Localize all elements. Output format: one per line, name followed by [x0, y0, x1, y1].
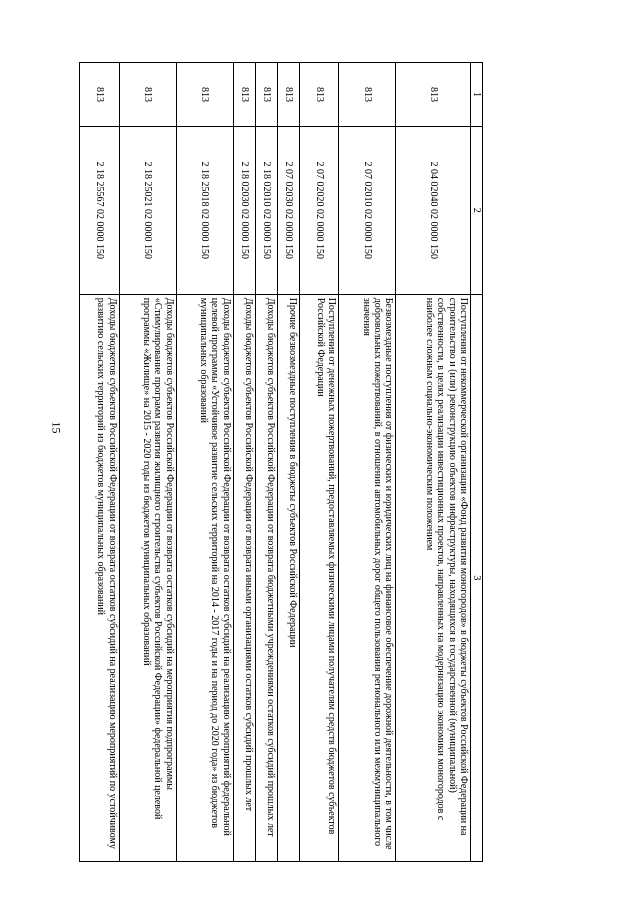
revenue-name-cell: Поступления от денежных пожертвований, предоставляемых физическими лицами получателям средств бюджетов субъектов Российской Федерации: [299, 294, 339, 861]
revenue-code-cell: 2 18 25021 02 0000 150: [119, 126, 176, 294]
admin-code-cell: 813: [233, 63, 255, 127]
table-row: [176, 63, 233, 862]
table-row: [339, 63, 396, 862]
table-container: [79, 62, 483, 862]
revenue-code-cell: 2 18 25018 02 0000 150: [176, 126, 233, 294]
revenue-codes-table: [79, 62, 483, 862]
admin-code-cell: 813: [339, 63, 396, 127]
admin-code-cell: 813: [255, 63, 277, 127]
page-number: 15: [49, 421, 64, 434]
revenue-name-cell: Доходы бюджетов субъектов Российской Федерации от возврата бюджетными учреждениями остатков субсидий прошлых лет: [255, 294, 277, 861]
revenue-name-cell: Доходы бюджетов субъектов Российской Федерации от возврата остатков субсидий на реализацию мероприятий федеральной целевой программы «Устойчивое развитие сельских территорий на 2014 - 2017 годы и на период до 2020 года» из бюджетов муниципальных образований: [176, 294, 233, 861]
revenue-name-cell: Поступления от некоммерческой организации «Фонд развития моногородов» в бюджеты субъектов Российской Федерации на строительство и (или) реконструкцию объектов инфраструктуры, находящихся в государственной (муниципальной) собственности, в целях реализации инвестиционных проектов, направленных на модернизацию экономики моногородов с наиболее сложным социально-экономическим положением: [396, 294, 470, 861]
revenue-code-cell: 2 07 02020 02 0000 150: [299, 126, 339, 294]
revenue-name-cell: Доходы бюджетов субъектов Российской Федерации от возврата остатков субсидий на мероприятия подпрограммы «Стимулирование программ развития жилищного строительства субъектов Российской Федерации» федеральной целевой программы «Жилище» на 2015 - 2020 годы из бюджетов муниципальных образований: [119, 294, 176, 861]
rotated-table-wrapper: [79, 62, 483, 862]
admin-code-cell: 813: [299, 63, 339, 127]
table-row: [299, 63, 339, 862]
table-row: [233, 63, 255, 862]
revenue-name-cell: Доходы бюджетов субъектов Российской Федерации от возврата остатков субсидий на реализацию мероприятий по устойчивому развитию сельских территорий из бюджетов муниципальных образований: [80, 294, 120, 861]
table-header-row: [470, 63, 482, 862]
revenue-name-cell: Доходы бюджетов субъектов Российской Федерации от возврата иными организациями остатков субсидий прошлых лет: [233, 294, 255, 861]
admin-code-cell: 813: [277, 63, 299, 127]
revenue-code-cell: 2 18 25567 02 0000 150: [80, 126, 120, 294]
revenue-name-cell: Прочие безвозмездные поступления в бюджеты субъектов Российской Федерации: [277, 294, 299, 861]
revenue-code-cell: 2 18 02030 02 0000 150: [233, 126, 255, 294]
revenue-code-cell: 2 04 02040 02 0000 150: [396, 126, 470, 294]
header-col-3: 3: [470, 294, 482, 861]
admin-code-cell: 813: [176, 63, 233, 127]
admin-code-cell: 813: [396, 63, 470, 127]
admin-code-cell: 813: [80, 63, 120, 127]
table-row: [80, 63, 120, 862]
table-row: [255, 63, 277, 862]
revenue-code-cell: 2 07 02030 02 0000 150: [277, 126, 299, 294]
revenue-name-cell: Безвозмездные поступления от физических и юридических лиц на финансовое обеспечение дорожной деятельности, в том числе добровольных пожертвований, в отношении автомобильных дорог общего пользования регионального или межмуниципального значения: [339, 294, 396, 861]
header-col-1: 1: [470, 63, 482, 127]
admin-code-cell: 813: [119, 63, 176, 127]
table-row: [277, 63, 299, 862]
header-col-2: 2: [470, 126, 482, 294]
revenue-code-cell: 2 07 02010 02 0000 150: [339, 126, 396, 294]
revenue-code-cell: 2 18 02010 02 0000 150: [255, 126, 277, 294]
table-row: [119, 63, 176, 862]
table-row: [396, 63, 470, 862]
